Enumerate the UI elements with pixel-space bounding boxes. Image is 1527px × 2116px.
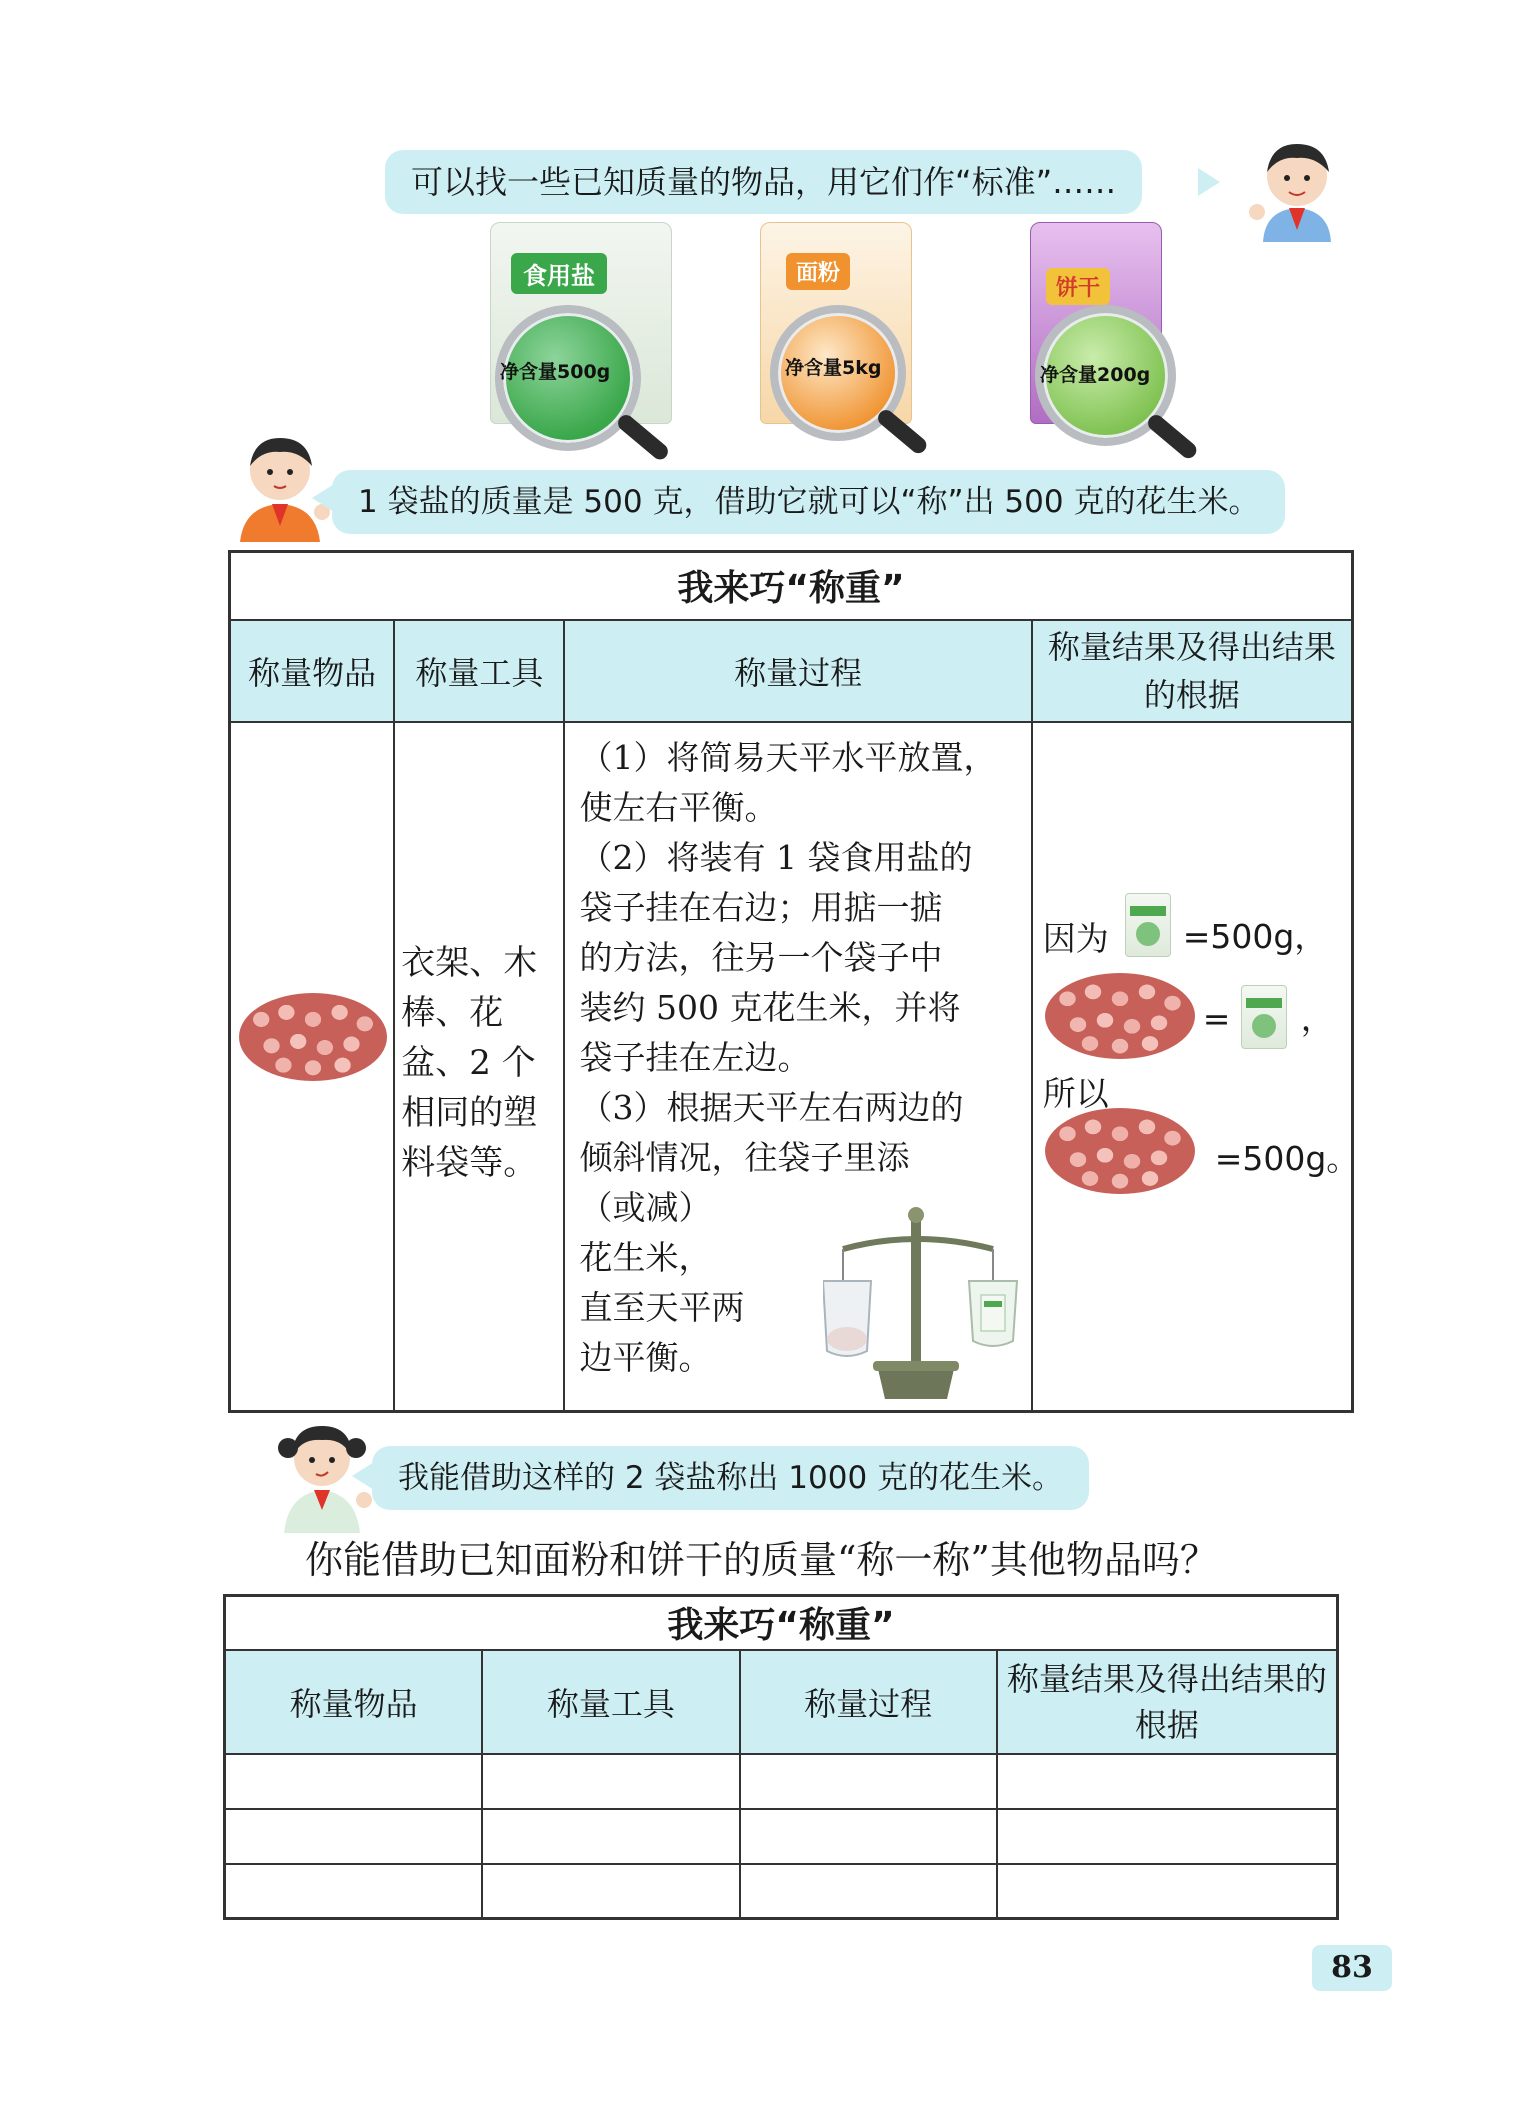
biscuit-bag-label: 饼干 bbox=[1046, 268, 1110, 305]
table2-header-result: 称量结果及得出结果的根据 bbox=[997, 1650, 1338, 1754]
tools-text: 衣架、木棒、花盆、2 个相同的塑料袋等。 bbox=[401, 942, 538, 1183]
table1-header-process: 称量过程 bbox=[564, 620, 1031, 722]
result-eq3: =500g。 bbox=[1214, 1138, 1360, 1178]
blank-cell[interactable] bbox=[225, 1754, 483, 1809]
process-line: （或减） bbox=[579, 1187, 712, 1227]
process-line: （1）将简易天平水平放置， bbox=[579, 737, 997, 777]
table1-header-tool: 称量工具 bbox=[394, 620, 564, 722]
balance-scale-illustration bbox=[823, 1201, 1023, 1401]
table1-header-item: 称量物品 bbox=[230, 620, 395, 722]
salt-bag-icon bbox=[1241, 985, 1287, 1049]
flour-bag-label: 面粉 bbox=[786, 253, 850, 290]
peanut-image bbox=[1045, 1108, 1195, 1194]
magnifier-handle-biscuit bbox=[1145, 412, 1200, 462]
table1-title: 我来巧“称重” bbox=[230, 552, 1353, 620]
table2-header-process: 称量过程 bbox=[740, 1650, 997, 1754]
result-comma: ， bbox=[1300, 998, 1334, 1038]
blank-cell[interactable] bbox=[740, 1754, 997, 1809]
blank-cell[interactable] bbox=[997, 1754, 1338, 1809]
process-line: 袋子挂在左边。 bbox=[579, 1037, 811, 1077]
table-row bbox=[225, 1864, 1338, 1919]
question-text: 你能借助已知面粉和饼干的质量“称一称”其他物品吗？ bbox=[305, 1538, 1218, 1582]
process-line: 使左右平衡。 bbox=[579, 787, 778, 827]
speech-bubble-top bbox=[385, 150, 1142, 214]
table2-header-tool: 称量工具 bbox=[482, 1650, 739, 1754]
speech-text-bottom: 我能借助这样的 2 袋盐称出 1000 克的花生米。 bbox=[398, 1460, 1064, 1496]
process-line: 花生米， bbox=[579, 1237, 712, 1277]
blank-cell[interactable] bbox=[740, 1864, 997, 1919]
table1-header-result: 称量结果及得出结果的根据 bbox=[1032, 620, 1353, 722]
blank-cell[interactable] bbox=[225, 1809, 483, 1864]
table-row bbox=[225, 1809, 1338, 1864]
net-weight-flour: 净含量5kg bbox=[785, 357, 882, 379]
table1-cell-result bbox=[1032, 722, 1360, 1412]
table1-cell-item bbox=[230, 722, 395, 1412]
table-row bbox=[225, 1754, 1338, 1809]
table1-cell-tools bbox=[394, 722, 564, 1412]
blank-cell[interactable] bbox=[997, 1809, 1338, 1864]
bubble-tail-bottom bbox=[352, 1462, 374, 1490]
boy-illustration-top bbox=[1245, 138, 1350, 243]
table2-header-item: 称量物品 bbox=[225, 1650, 483, 1754]
process-line: 倾斜情况，往袋子里添 bbox=[579, 1137, 910, 1177]
process-line: 袋子挂在右边；用掂一掂 bbox=[579, 887, 943, 927]
table1-cell-process bbox=[564, 722, 1031, 1412]
page-number: 83 bbox=[1312, 1945, 1392, 1991]
bubble-tail-middle bbox=[312, 484, 334, 512]
blank-cell[interactable] bbox=[997, 1864, 1338, 1919]
blank-cell[interactable] bbox=[740, 1809, 997, 1864]
result-eq1: =500g， bbox=[1182, 916, 1328, 956]
process-line: 边平衡。 bbox=[579, 1337, 712, 1377]
weighing-table-example bbox=[228, 550, 1360, 1413]
process-line: 直至天平两 bbox=[579, 1287, 745, 1327]
salt-bag-icon bbox=[1125, 893, 1171, 957]
salt-bag-label: 食用盐 bbox=[511, 253, 607, 294]
result-so: 所以 bbox=[1042, 1073, 1109, 1113]
process-line: 装约 500 克花生米，并将 bbox=[579, 987, 961, 1027]
process-line: （2）将装有 1 袋食用盐的 bbox=[579, 837, 973, 877]
process-line: 的方法，往另一个袋子中 bbox=[579, 937, 943, 977]
speech-text-top: 可以找一些已知质量的物品，用它们作“标准”…… bbox=[411, 163, 1117, 201]
speech-text-middle: 1 袋盐的质量是 500 克，借助它就可以“称”出 500 克的花生米。 bbox=[358, 484, 1260, 520]
net-weight-biscuit: 净含量200g bbox=[1040, 364, 1151, 386]
speech-bubble-bottom bbox=[372, 1446, 1089, 1510]
table2-title: 我来巧“称重” bbox=[225, 1596, 1338, 1650]
blank-cell[interactable] bbox=[482, 1809, 739, 1864]
result-because: 因为 bbox=[1042, 918, 1109, 958]
speech-bubble-middle bbox=[332, 470, 1285, 534]
blank-cell[interactable] bbox=[482, 1754, 739, 1809]
process-line: （3）根据天平左右两边的 bbox=[579, 1087, 964, 1127]
bubble-tail-top bbox=[1198, 168, 1220, 196]
peanut-image bbox=[239, 993, 387, 1081]
peanut-image bbox=[1045, 973, 1195, 1059]
result-eq2: = bbox=[1202, 998, 1231, 1038]
net-weight-salt: 净含量500g bbox=[500, 361, 611, 383]
weighing-table-blank bbox=[223, 1594, 1339, 1920]
blank-cell[interactable] bbox=[482, 1864, 739, 1919]
blank-cell[interactable] bbox=[225, 1864, 483, 1919]
